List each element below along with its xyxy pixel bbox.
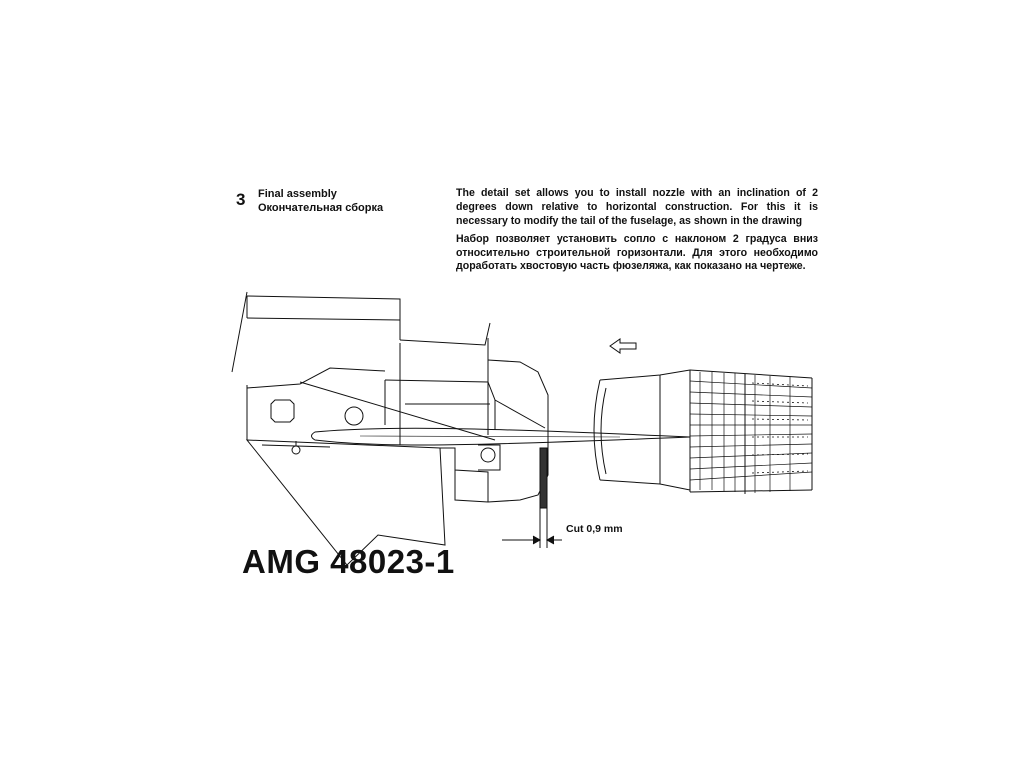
arrow-left-icon — [610, 339, 636, 353]
description-ru: Набор позволяет установить сопло с наклоном 2 градуса вниз относительно строительной горизонтали. Для этого необходимо доработать хвостовую часть фюзеляжа, как показано на чертеже. — [456, 233, 818, 272]
cut-dimension-label: Cut 0,9 mm — [566, 523, 623, 535]
step-number: 3 — [236, 190, 246, 209]
description-en: The detail set allows you to install nozzle with an inclination of 2 degrees down relative to horizontal construction. For this it is necessary to modify the tail of the fuselage, as shown in the drawing — [456, 187, 818, 227]
cut-zone — [502, 448, 562, 548]
tail-fairing — [312, 428, 691, 445]
step-title-ru: Окончательная сборка — [258, 202, 384, 214]
part-number: AMG 48023-1 — [242, 543, 455, 580]
step-title-en: Final assembly — [258, 188, 337, 200]
porthole-icon — [345, 407, 363, 425]
nozzle — [594, 370, 812, 494]
access-panel-icon — [271, 400, 294, 422]
